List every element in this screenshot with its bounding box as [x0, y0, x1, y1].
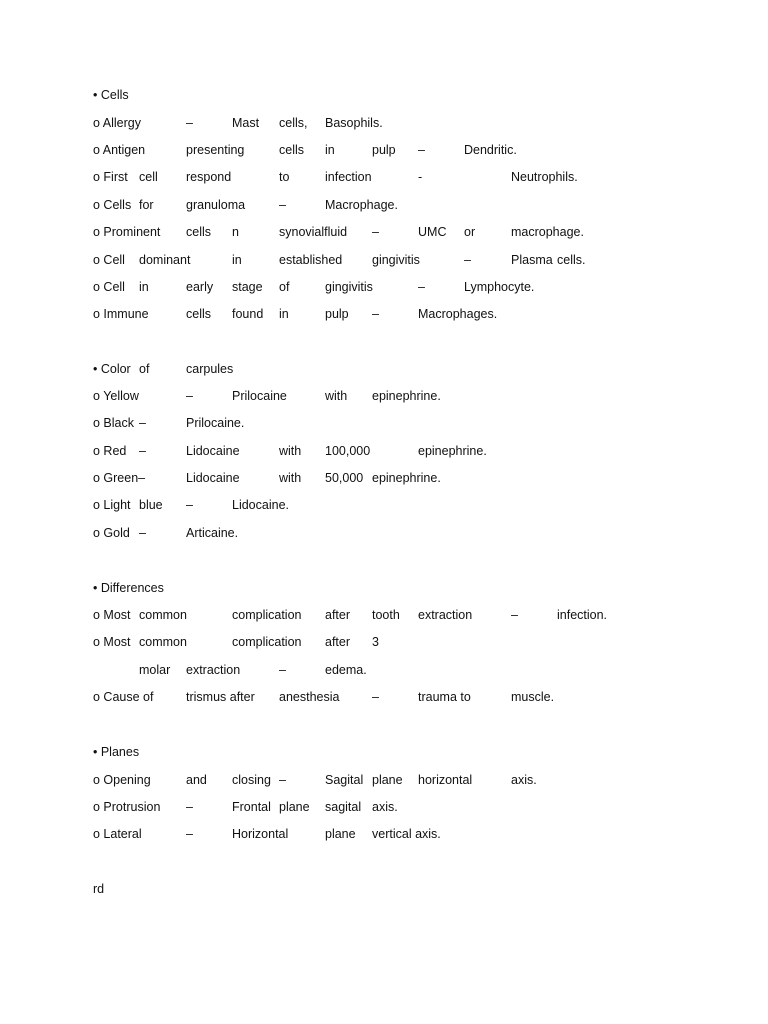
word: in	[279, 307, 289, 321]
word: –	[279, 198, 286, 212]
word: of	[279, 280, 290, 294]
word: Macrophages.	[418, 307, 498, 321]
word: rd	[93, 882, 105, 896]
word: vertical axis.	[372, 827, 441, 841]
word: o Opening	[93, 773, 151, 787]
word: infection.	[557, 608, 608, 622]
word: carpules	[186, 362, 234, 376]
word: cells	[186, 307, 212, 321]
word: –	[139, 526, 146, 540]
word: presenting	[186, 143, 245, 157]
word: Horizontal	[232, 827, 289, 841]
word: Prilocaine	[232, 389, 287, 403]
word: after	[325, 608, 351, 622]
list-item	[0, 771, 768, 789]
word: o Yellow	[93, 389, 139, 403]
list-item	[0, 633, 768, 651]
list-item	[0, 496, 768, 514]
word: established	[279, 253, 343, 267]
word: Mast	[232, 116, 260, 130]
word: molar	[139, 663, 171, 677]
word: complication	[232, 608, 302, 622]
footer-fragment	[0, 880, 768, 898]
word: macrophage.	[511, 225, 584, 239]
word: anesthesia	[279, 690, 340, 704]
word: or	[464, 225, 476, 239]
list-item	[0, 387, 768, 405]
list-item	[0, 141, 768, 159]
word: extraction	[418, 608, 473, 622]
word: plane	[372, 773, 403, 787]
word: n	[232, 225, 239, 239]
word: 100,000	[325, 444, 371, 458]
word: Basophils.	[325, 116, 383, 130]
word: closing	[232, 773, 271, 787]
word: o Red	[93, 444, 127, 458]
word: –	[511, 608, 518, 622]
word: Lidocaine	[186, 471, 240, 485]
word: trauma to	[418, 690, 471, 704]
word: -	[418, 170, 423, 184]
word: Prilocaine.	[186, 416, 245, 430]
list-item	[0, 278, 768, 296]
word: pulp	[325, 307, 349, 321]
word: in	[139, 280, 149, 294]
word: –	[139, 416, 146, 430]
word: early	[186, 280, 214, 294]
word: tooth	[372, 608, 400, 622]
word: with	[325, 389, 348, 403]
word: o Cell	[93, 253, 125, 267]
word: Dendritic.	[464, 143, 517, 157]
word: plane	[325, 827, 356, 841]
word: o Cells	[93, 198, 132, 212]
word: o Cell	[93, 280, 125, 294]
word: o Green–	[93, 471, 146, 485]
word: granuloma	[186, 198, 246, 212]
word: cell	[139, 170, 158, 184]
word: –	[139, 444, 146, 458]
list-item	[0, 524, 768, 542]
section-heading-differences	[0, 579, 768, 597]
word: dominant	[139, 253, 191, 267]
word: Plasma	[511, 253, 553, 267]
word: o Cause of	[93, 690, 154, 704]
word: found	[232, 307, 264, 321]
word: of	[139, 362, 150, 376]
word: Lymphocyte.	[464, 280, 535, 294]
word: –	[186, 498, 193, 512]
word: respond	[186, 170, 232, 184]
list-item	[0, 305, 768, 323]
word: o Most	[93, 635, 131, 649]
list-item	[0, 798, 768, 816]
word: Sagital	[325, 773, 364, 787]
list-item	[0, 251, 768, 269]
word: and	[186, 773, 207, 787]
word: o Protrusion	[93, 800, 161, 814]
word: after	[325, 635, 351, 649]
word: sagital	[325, 800, 362, 814]
heading-text: • Differences	[93, 581, 164, 595]
word: 3	[372, 635, 379, 649]
word: o Gold	[93, 526, 130, 540]
word: gingivitis	[372, 253, 420, 267]
word: o Most	[93, 608, 131, 622]
word: Lidocaine	[186, 444, 240, 458]
word: with	[279, 444, 302, 458]
word: –	[464, 253, 471, 267]
word: in	[232, 253, 242, 267]
word: stage	[232, 280, 263, 294]
word: –	[279, 663, 286, 677]
word: horizontal	[418, 773, 473, 787]
word: o Lateral	[93, 827, 142, 841]
word: –	[372, 225, 379, 239]
word: cells	[186, 225, 212, 239]
list-item	[0, 442, 768, 460]
section-heading-cells	[0, 86, 768, 104]
word: Neutrophils.	[511, 170, 578, 184]
list-item	[0, 196, 768, 214]
word: –	[186, 800, 193, 814]
word: o Allergy	[93, 116, 141, 130]
word: blue	[139, 498, 163, 512]
word: gingivitis	[325, 280, 373, 294]
list-item	[0, 606, 768, 624]
word: synovialfluid	[279, 225, 348, 239]
word: trismus after	[186, 690, 255, 704]
word: epinephrine.	[372, 471, 441, 485]
word: epinephrine.	[418, 444, 487, 458]
word: o Light	[93, 498, 131, 512]
word: axis.	[372, 800, 398, 814]
word: • Color	[93, 362, 131, 376]
list-item	[0, 825, 768, 843]
list-item	[0, 223, 768, 241]
word: cells,	[279, 116, 308, 130]
section-heading-color	[0, 360, 768, 378]
word: axis.	[511, 773, 537, 787]
word: cells	[279, 143, 305, 157]
word: extraction	[186, 663, 241, 677]
word: –	[372, 690, 379, 704]
word: o Prominent	[93, 225, 161, 239]
word: cells.	[557, 253, 586, 267]
word: Frontal	[232, 800, 271, 814]
word: o Immune	[93, 307, 149, 321]
word: o First	[93, 170, 128, 184]
word: o Black	[93, 416, 134, 430]
word: 50,000	[325, 471, 364, 485]
word: epinephrine.	[372, 389, 441, 403]
word: with	[279, 471, 302, 485]
word: common	[139, 635, 187, 649]
word: muscle.	[511, 690, 555, 704]
word: –	[279, 773, 286, 787]
list-item	[0, 414, 768, 432]
word: common	[139, 608, 187, 622]
list-item	[0, 114, 768, 132]
word: –	[418, 143, 425, 157]
list-item	[0, 688, 768, 706]
heading-text: • Cells	[93, 88, 129, 102]
word: for	[139, 198, 154, 212]
word: Macrophage.	[325, 198, 398, 212]
word: infection	[325, 170, 372, 184]
word: to	[279, 170, 290, 184]
word: –	[372, 307, 379, 321]
word: pulp	[372, 143, 396, 157]
list-item	[0, 661, 768, 679]
word: plane	[279, 800, 310, 814]
section-heading-planes	[0, 743, 768, 761]
word: o Antigen	[93, 143, 146, 157]
list-item	[0, 168, 768, 186]
word: Lidocaine.	[232, 498, 289, 512]
word: in	[325, 143, 335, 157]
list-item	[0, 469, 768, 487]
word: Articaine.	[186, 526, 239, 540]
word: –	[186, 116, 193, 130]
word: –	[186, 827, 193, 841]
word: –	[418, 280, 425, 294]
word: UMC	[418, 225, 447, 239]
word: complication	[232, 635, 302, 649]
heading-text: • Planes	[93, 745, 140, 759]
word: edema.	[325, 663, 367, 677]
word: –	[186, 389, 193, 403]
